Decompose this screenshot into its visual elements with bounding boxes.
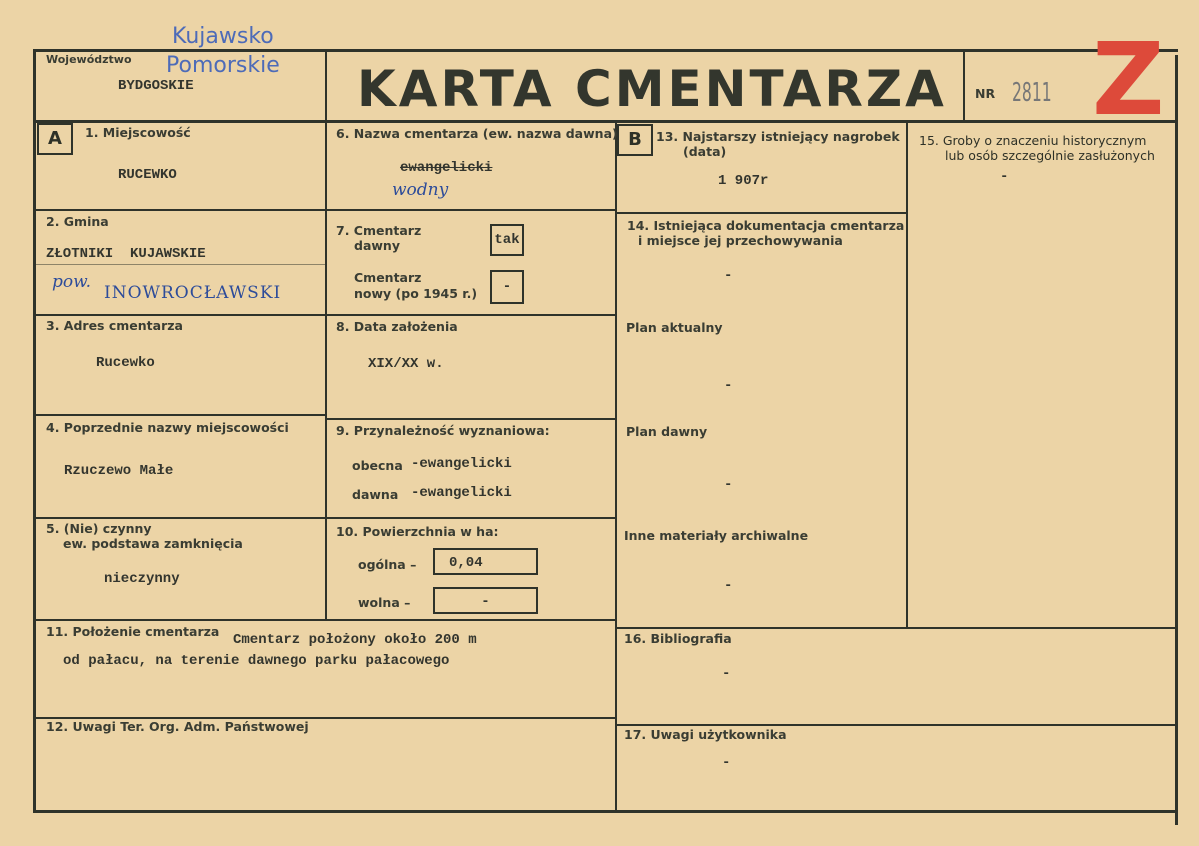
field-13-value: 1 907r bbox=[718, 173, 769, 189]
field-6-label: 6. Nazwa cmentarza (ew. nazwa dawna) bbox=[336, 126, 618, 141]
row-line bbox=[35, 314, 615, 316]
plan-current-value: - bbox=[724, 378, 733, 394]
section-a-badge: A bbox=[37, 123, 73, 155]
field-5-label: 5. (Nie) czynny bbox=[46, 521, 152, 536]
row-line bbox=[35, 517, 615, 519]
header-divider bbox=[35, 120, 1178, 123]
plan-current-label: Plan aktualny bbox=[626, 320, 723, 335]
field-9-former-value: -ewangelicki bbox=[411, 485, 512, 501]
row-line bbox=[617, 212, 907, 214]
field-6-hand-value: wodny bbox=[392, 180, 449, 200]
other-materials-label: Inne materiały archiwalne bbox=[624, 528, 809, 543]
field-2-hand-value: INOWROCŁAWSKI bbox=[104, 283, 282, 303]
field-17-value: - bbox=[722, 755, 731, 771]
field-8-value: XIX/XX w. bbox=[368, 356, 444, 372]
field-7-new-label: Cmentarz bbox=[354, 270, 422, 285]
field-10-total-box: 0,04 bbox=[433, 548, 538, 575]
nr-divider bbox=[963, 52, 965, 122]
field-14-value: - bbox=[724, 268, 733, 284]
field-5-value: nieczynny bbox=[104, 571, 180, 587]
col-divider-3 bbox=[906, 122, 908, 628]
field-15-sublabel: lub osób szczególnie zasłużonych bbox=[945, 148, 1155, 163]
field-4-label: 4. Poprzednie nazwy miejscowości bbox=[46, 420, 289, 435]
plan-old-label: Plan dawny bbox=[626, 424, 708, 439]
field-9-current-label: obecna bbox=[352, 458, 403, 473]
frame-left bbox=[33, 49, 36, 813]
field-6-value-struck: ewangelicki bbox=[400, 160, 493, 176]
field-10-free-box: - bbox=[433, 587, 538, 614]
col-divider-1 bbox=[325, 50, 327, 620]
row-line bbox=[615, 724, 1177, 726]
field-11-label: 11. Położenie cmentarza bbox=[46, 624, 220, 639]
field-2-label: 2. Gmina bbox=[46, 214, 109, 229]
field-9-label: 9. Przynależność wyznaniowa: bbox=[336, 423, 550, 438]
field-8-label: 8. Data założenia bbox=[336, 319, 458, 334]
field-7-old-box: tak bbox=[490, 224, 524, 256]
field-15-value: - bbox=[1000, 169, 1009, 185]
field-16-label: 16. Bibliografia bbox=[624, 631, 732, 646]
row-line bbox=[35, 619, 615, 621]
field-2-hand-prefix: pow. bbox=[52, 272, 92, 292]
field-2-value: ZŁOTNIKI KUJAWSKIE bbox=[46, 246, 206, 262]
field-7-new-box: - bbox=[490, 270, 524, 304]
field-1-value: RUCEWKO bbox=[118, 167, 177, 183]
wojewodztwo-label: Województwo bbox=[46, 53, 132, 66]
field-7-label: 7. Cmentarz bbox=[336, 223, 422, 238]
page-title: KARTA CMENTARZA bbox=[357, 60, 947, 118]
field-9-current-value: -ewangelicki bbox=[411, 456, 512, 472]
row-line bbox=[35, 209, 615, 211]
category-mark: Z bbox=[1092, 21, 1165, 138]
field-14-label: 14. Istniejąca dokumentacja cmentarza bbox=[627, 218, 905, 233]
row-line bbox=[35, 414, 325, 416]
plan-old-value: - bbox=[724, 477, 733, 493]
frame-bottom bbox=[33, 810, 1178, 813]
row-line bbox=[35, 264, 325, 265]
stamp-line1: Kujawsko bbox=[172, 24, 274, 49]
field-14-sublabel: i miejsce jej przechowywania bbox=[638, 233, 843, 248]
field-4-value: Rzuczewo Małe bbox=[64, 463, 174, 479]
field-15-label: 15. Groby o znaczeniu historycznym bbox=[919, 133, 1147, 148]
row-line bbox=[325, 418, 615, 420]
section-b-badge: B bbox=[617, 124, 653, 156]
col-divider-2 bbox=[615, 122, 617, 812]
field-10-total-label: ogólna – bbox=[358, 557, 417, 572]
field-11-value-line1: Cmentarz położony około 200 m bbox=[233, 632, 477, 648]
field-1-label: 1. Miejscowość bbox=[85, 125, 191, 140]
frame-right bbox=[1175, 55, 1178, 825]
field-3-label: 3. Adres cmentarza bbox=[46, 318, 183, 333]
field-3-value: Rucewko bbox=[96, 355, 155, 371]
other-materials-value: - bbox=[724, 578, 733, 594]
row-line bbox=[615, 627, 1177, 629]
field-7-new-sublabel: nowy (po 1945 r.) bbox=[354, 286, 478, 301]
field-12-label: 12. Uwagi Ter. Org. Adm. Państwowej bbox=[46, 719, 309, 734]
stamp-line2: Pomorskie bbox=[166, 53, 280, 78]
nr-label: NR bbox=[975, 86, 996, 101]
field-10-label: 10. Powierzchnia w ha: bbox=[336, 524, 499, 539]
field-5-sublabel: ew. podstawa zamknięcia bbox=[63, 536, 243, 551]
field-9-former-label: dawna bbox=[352, 487, 399, 502]
field-13-label: 13. Najstarszy istniejący nagrobek bbox=[656, 129, 900, 144]
field-7-sublabel: dawny bbox=[354, 238, 400, 253]
field-11-value-line2: od pałacu, na terenie dawnego parku pałacowego bbox=[63, 653, 450, 669]
field-10-free-label: wolna – bbox=[358, 595, 411, 610]
field-17-label: 17. Uwagi użytkownika bbox=[624, 727, 787, 742]
wojewodztwo-value: BYDGOSKIE bbox=[118, 78, 194, 94]
field-16-value: - bbox=[722, 666, 731, 682]
nr-value: 2811 bbox=[1012, 78, 1052, 108]
field-13-sublabel: (data) bbox=[683, 144, 727, 159]
